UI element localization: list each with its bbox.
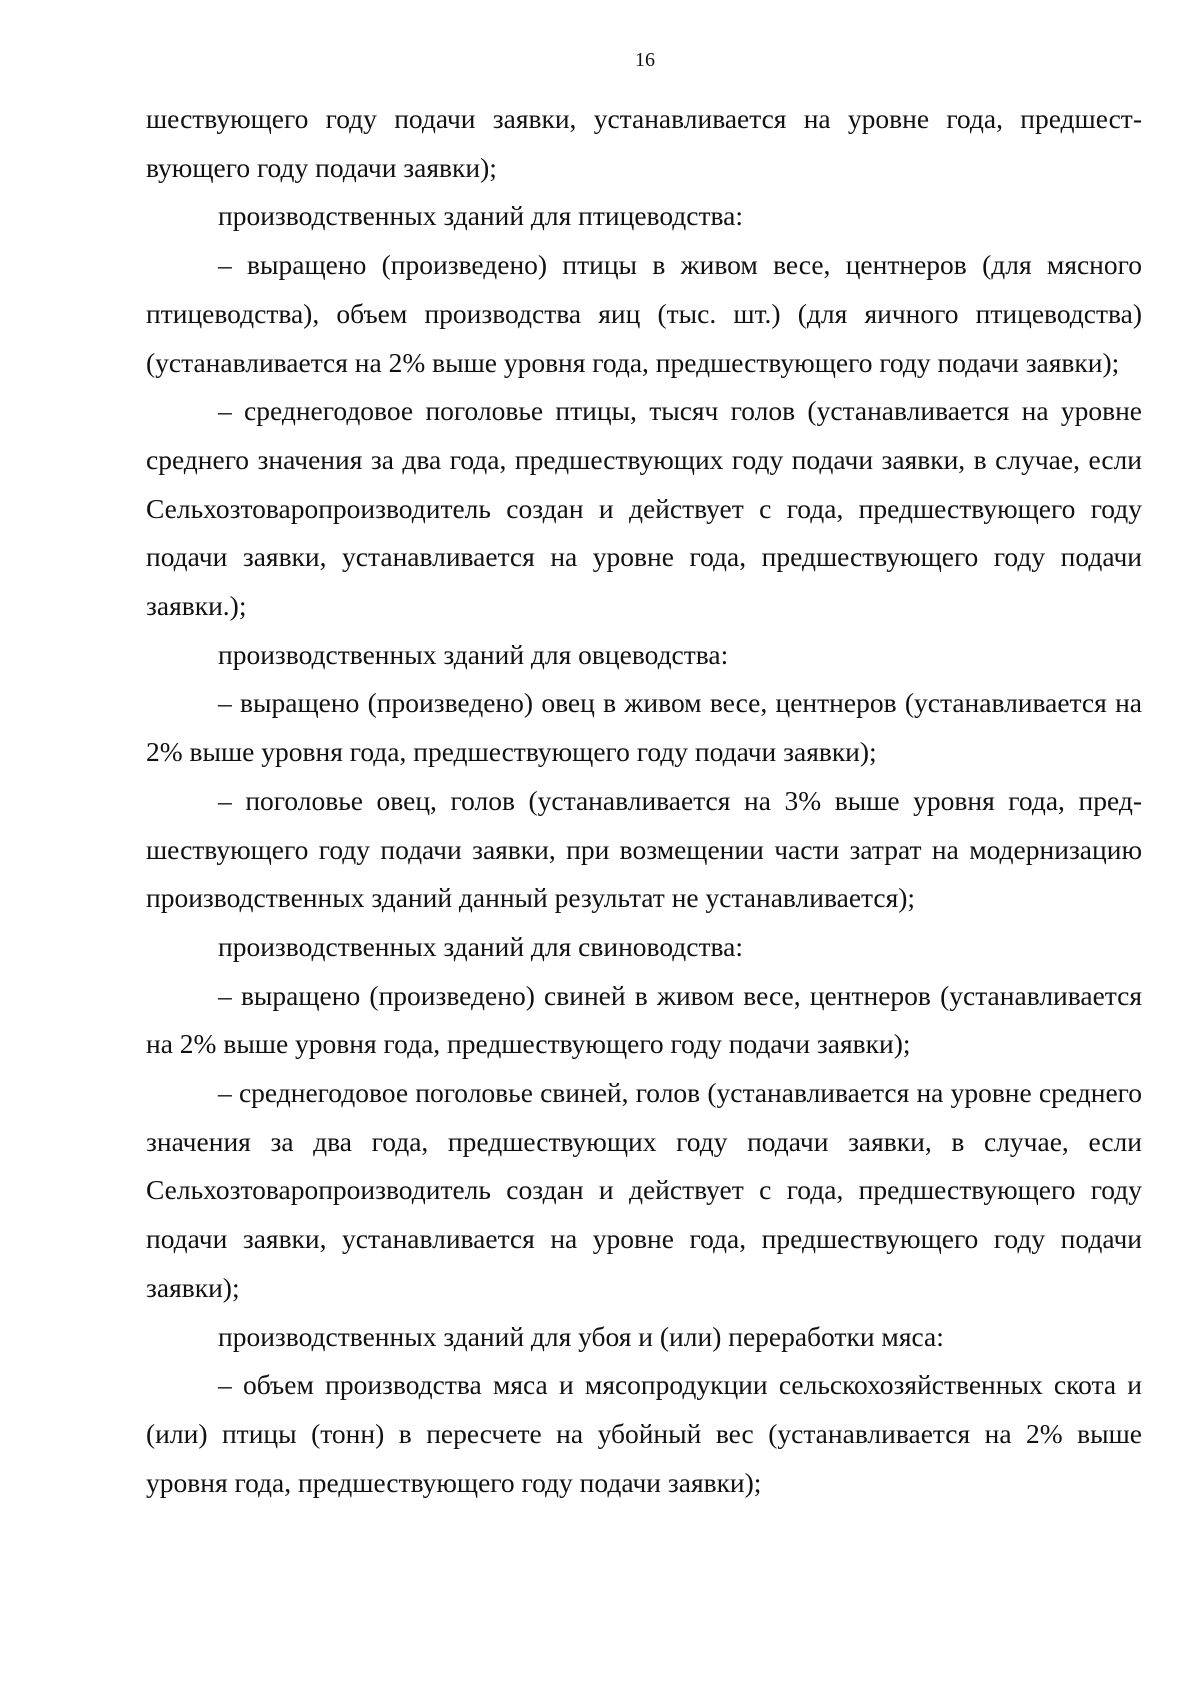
list-item: – среднегодовое поголовье птицы, тысяч голов (устанавливается на уровне среднего значения за два года, предшествующих году подачи заявки, в случае, если Сельхозтоваропроизводитель создан и действует с года, предшествующего году подачи заявки, устанавливается на уровне года, предшествующего году подачи заявки.); [146,395,1142,622]
list-item: – поголовье овец, голов (устанавливается на 3% выше уровня года, предшествующего году подачи заявки, при возмещении части затрат на модернизацию производственных зданий данный результат не устанавливается); [146,784,1142,914]
list-item: – выращено (произведено) овец в живом весе, центнеров (устанавливается на 2% выше уровня года, предшествующего году подачи заявки); [146,687,1142,768]
body-text [146,95,1142,1507]
list-item: – выращено (произведено) свиней в живом весе, центнеров (устанавливается на 2% выше уровня года, предшествующего году подачи заявки); [146,979,1142,1060]
paragraph: шествующего году подачи заявки, устанавливается на уровне года, предшествующего году подачи заявки); [146,103,1142,183]
list-item: – объем производства мяса и мясопродукции сельскохозяйственных скота и (или) птицы (тонн) в пересчете на убойный вес (устанавливается на 2% выше уровня года, предшествующего году подачи заявки); [146,1369,1142,1498]
page-number: 16 [635,49,655,71]
section-heading-meat: производственных зданий для убоя и (или) переработки мяса: [218,1320,944,1352]
section-heading-pigs: производственных зданий для свиноводства: [218,930,743,962]
section-heading-sheep: производственных зданий для овцеводства: [218,638,729,670]
list-item: – выращено (произведено) птицы в живом весе, центнеров (для мясного птицеводства), объем производства яиц (тыс. шт.) (для яичного птицеводства) (устанавливается на 2% выше уровня года, предшествующего году подачи заявки); [146,249,1142,378]
list-item: – среднегодовое поголовье свиней, голов (устанавливается на уровне среднего значения за два года, предшествующих году подачи заявки, в случае, если Сельхозтоваропроизводитель создан и действует с года, предшествующего году подачи заявки, устанавливается на уровне года, предшествующего году подачи заявки); [146,1077,1142,1303]
section-heading-poultry: производственных зданий для птицеводства: [218,200,743,232]
